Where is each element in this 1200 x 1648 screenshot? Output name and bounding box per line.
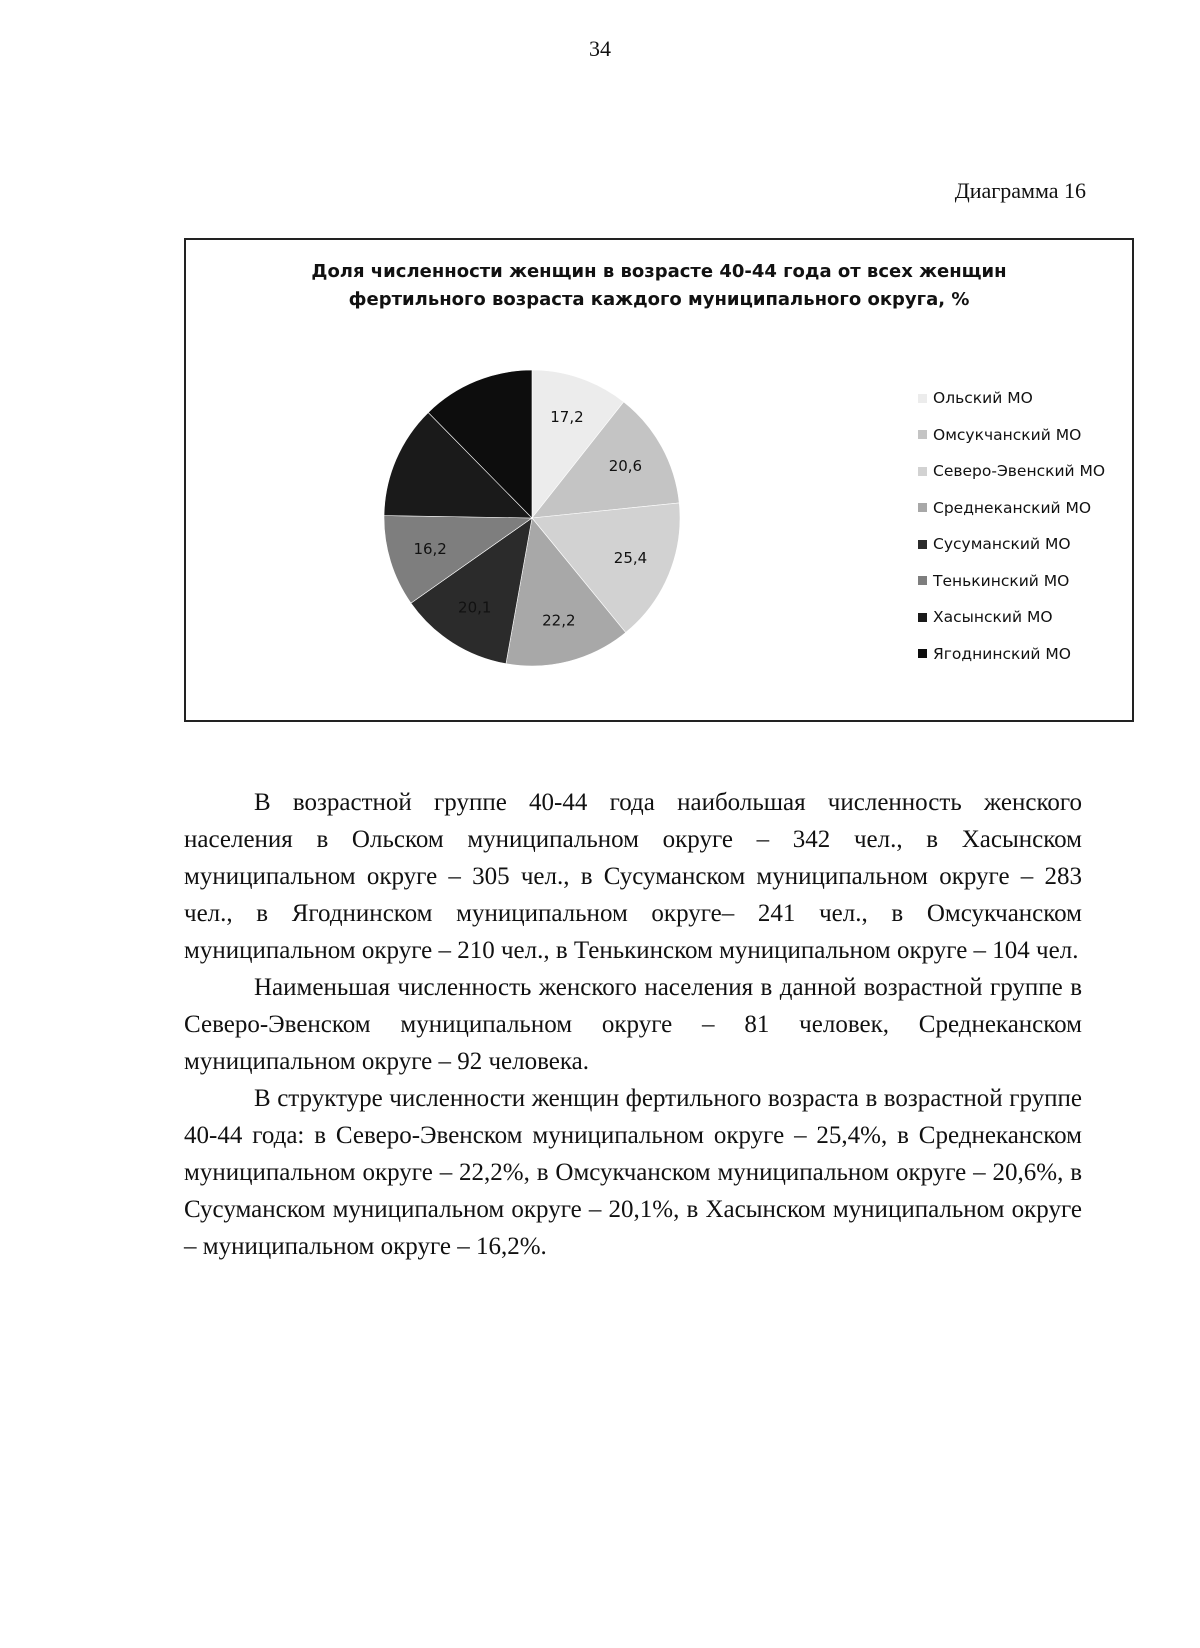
chart-title-line-1: Доля численности женщин в возрасте 40-44 года от всех женщин xyxy=(311,261,1007,282)
slice-data-label-6: 16,2 xyxy=(413,539,447,558)
chart-legend xyxy=(918,380,1105,672)
legend-swatch xyxy=(918,467,927,476)
legend-swatch xyxy=(918,613,927,622)
body-text xyxy=(184,784,1082,1265)
legend-swatch xyxy=(918,430,927,439)
legend-swatch xyxy=(918,576,927,585)
page-number: 34 xyxy=(589,36,611,61)
legend-item xyxy=(918,417,1105,454)
legend-swatch xyxy=(918,649,927,658)
legend-label: Хасынский МО xyxy=(933,608,1053,627)
legend-label: Омсукчанский МО xyxy=(933,425,1082,444)
legend-item xyxy=(918,599,1105,636)
slice-data-label-3: 25,4 xyxy=(613,549,648,568)
pie-chart xyxy=(372,358,692,678)
legend-label: Ягоднинский МО xyxy=(933,644,1071,663)
slice-data-label-2: 20,6 xyxy=(608,457,643,476)
legend-label: Ольский МО xyxy=(933,389,1033,408)
slice-data-label-5: 20,1 xyxy=(458,598,492,617)
legend-item xyxy=(918,526,1105,563)
legend-label: Тенькинский МО xyxy=(933,571,1070,590)
legend-item xyxy=(918,636,1105,673)
paragraph-3: В структуре численности женщин фертильного возраста в возрастной группе 40-44 года: в Северо-Эвенском муниципальном округе – 25,4%, в Среднеканском муниципальном округе – 22,2%, в Омсукчанском муниципальном округе – 20,6%, в Сусуманском муниципальном округе – 20,1%, в Хасынском муниципальном округе – муниципальном округе – 16,2%. xyxy=(184,1085,1082,1260)
legend-swatch xyxy=(918,540,927,549)
chart-title-line-2: фертильного возраста каждого муниципального округа, % xyxy=(348,289,970,310)
legend-label: Сусуманский МО xyxy=(933,535,1071,554)
paragraph-1: В возрастной группе 40-44 года наибольшая численность женского населения в Ольском муниципальном округе – 342 чел., в Хасынском муниципальном округе – 305 чел., в Сусуманском муниципальном округе – 283 чел., в Ягоднинском муниципальном округе– 241 чел., в Омсукчанском муниципальном округе – 210 чел., в Тенькинском муниципальном округе – 104 чел. xyxy=(184,789,1082,964)
paragraph-2: Наименьшая численность женского населения в данной возрастной группе в Северо-Эвенском муниципальном округе – 81 человек, Среднеканском муниципальном округе – 92 человека. xyxy=(184,974,1082,1075)
legend-label: Среднеканский МО xyxy=(933,498,1092,517)
chart-title xyxy=(186,258,1132,314)
legend-item xyxy=(918,380,1105,417)
legend-swatch xyxy=(918,394,927,403)
chart-frame xyxy=(184,238,1134,722)
legend-item xyxy=(918,453,1105,490)
slice-data-label-4: 22,2 xyxy=(542,611,576,630)
legend-item xyxy=(918,563,1105,600)
diagram-label: Диаграмма 16 xyxy=(954,178,1086,203)
legend-label: Северо-Эвенский МО xyxy=(933,462,1106,481)
slice-data-label-1: 17,2 xyxy=(550,407,584,426)
legend-item xyxy=(918,490,1105,527)
legend-swatch xyxy=(918,503,927,512)
